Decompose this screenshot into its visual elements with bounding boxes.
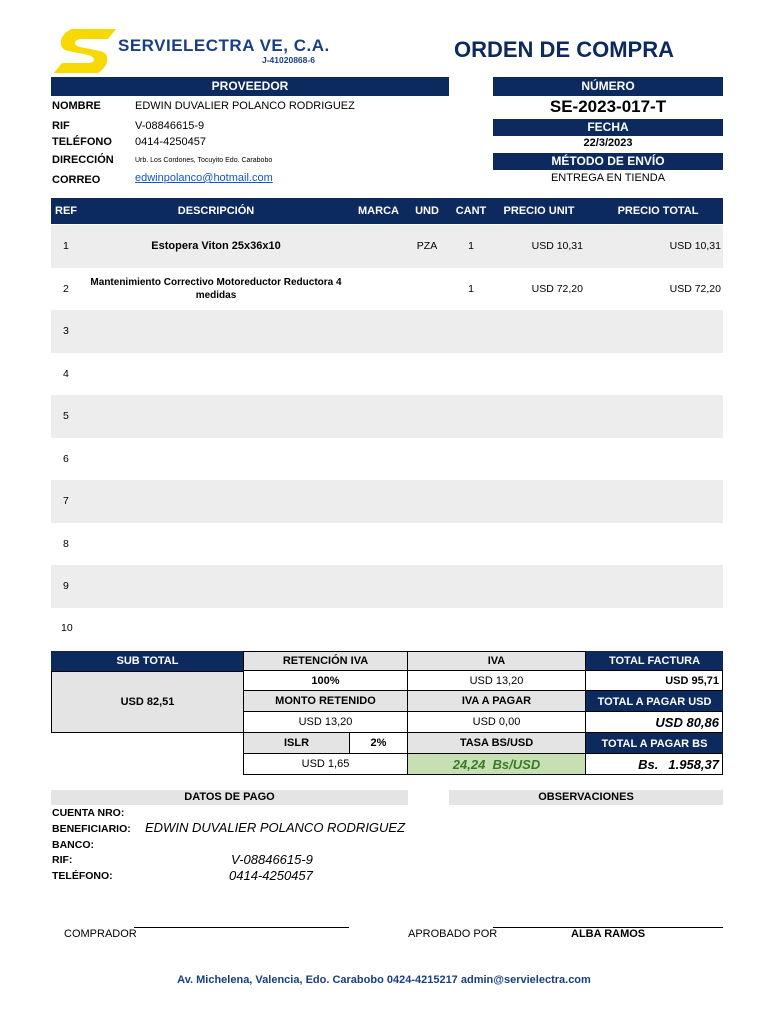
proveedor-correo-label: CORREO [52, 174, 101, 186]
row-descripcion: Estopera Viton 25x36x10 [151, 240, 281, 252]
row-ref: 4 [63, 368, 69, 380]
iva-pagar-header: IVA A PAGAR [407, 690, 586, 712]
iva-pagar-value: USD 0,00 [407, 711, 586, 733]
col-marca-header: MARCA [358, 205, 399, 217]
document-title: ORDEN DE COMPRA [454, 37, 675, 62]
row-ref: 1 [63, 240, 69, 252]
col-ref-header: REF [55, 205, 77, 217]
numero-value: SE-2023-017-T [549, 97, 667, 116]
company-rif: J-41020868-6 [262, 55, 315, 65]
proveedor-rif-label: RIF [52, 120, 70, 132]
proveedor-nombre-label: NOMBRE [52, 100, 101, 112]
islr-pct: 2% [349, 732, 408, 754]
rif-label: RIF: [52, 854, 73, 866]
row-ref: 8 [63, 538, 69, 550]
row-cant: 1 [468, 283, 474, 295]
items-table-header [51, 198, 723, 224]
telefono-value: 0414-4250457 [229, 868, 313, 883]
rif-value: V-08846615-9 [231, 852, 313, 867]
subtotal-value: USD 82,51 [51, 671, 244, 733]
fecha-header: FECHA [493, 119, 723, 136]
company-logo [52, 27, 118, 75]
footer-address: Av. Michelena, Valencia, Edo. Carabobo 0424-4215217 admin@servielectra.com [177, 974, 591, 986]
envio-header: MÉTODO DE ENVÍO [493, 153, 723, 170]
proveedor-nombre-value: EDWIN DUVALIER POLANCO RODRIGUEZ [135, 100, 355, 112]
total-factura-header: TOTAL FACTURA [586, 651, 723, 671]
proveedor-rif-value: V-08846615-9 [135, 120, 205, 132]
table-row [51, 480, 723, 523]
row-descripcion: Mantenimiento Correctivo Motoreductor Reductora 4 medidas [90, 277, 342, 301]
numero-header: NÚMERO [493, 77, 723, 96]
row-precio-total: USD 10,31 [669, 240, 721, 252]
table-row [51, 565, 723, 608]
row-precio-total: USD 72,20 [669, 283, 721, 295]
tasa-value-cell [407, 753, 586, 775]
col-und-header: UND [415, 205, 439, 217]
envio-value: ENTREGA EN TIENDA [550, 172, 666, 184]
cuenta-label: CUENTA NRO: [52, 807, 125, 819]
company-name: SERVIELECTRA VE, C.A. [118, 36, 330, 55]
row-ref: 6 [63, 453, 69, 465]
retencion-iva-pct: 100% [243, 670, 408, 691]
col-precio-total-header: PRECIO TOTAL [617, 205, 699, 217]
row-ref: 10 [61, 622, 73, 634]
total-bs-header: TOTAL A PAGAR BS [586, 733, 723, 754]
comprador-label: COMPRADOR [64, 928, 137, 940]
table-row [51, 608, 723, 648]
tasa-value: 24,24 Bs/USD [452, 756, 541, 772]
total-usd-header: TOTAL A PAGAR USD [586, 691, 723, 712]
col-descripcion-header: DESCRIPCIÓN [177, 205, 255, 217]
table-row [51, 310, 723, 353]
row-ref: 3 [63, 325, 69, 337]
telefono-label: TELÉFONO: [52, 870, 113, 882]
col-precio-unit-header: PRECIO UNIT [503, 205, 575, 217]
observaciones-header: OBSERVACIONES [449, 790, 723, 805]
total-bs-prefix: Bs. [638, 756, 659, 772]
tasa-header: TASA BS/USD [407, 732, 586, 754]
aprobado-value: ALBA RAMOS [571, 928, 646, 940]
banco-label: BANCO: [52, 839, 94, 851]
total-bs-cell [585, 753, 723, 775]
row-precio-unit: USD 72,20 [531, 283, 583, 295]
total-bs-value: 1.958,37 [668, 756, 719, 772]
total-usd-value: USD 80,86 [585, 711, 723, 733]
table-row [51, 353, 723, 396]
table-row [51, 268, 723, 311]
iva-value: USD 13,20 [407, 670, 586, 691]
subtotal-header: SUB TOTAL [51, 651, 244, 671]
row-ref: 5 [63, 410, 69, 422]
table-row [51, 225, 723, 268]
proveedor-header: PROVEEDOR [51, 77, 449, 96]
row-ref: 7 [63, 495, 69, 507]
monto-retenido-value: USD 13,20 [243, 711, 408, 733]
row-precio-unit: USD 10,31 [531, 240, 583, 252]
datos-pago-header: DATOS DE PAGO [51, 790, 408, 805]
islr-value: USD 1,65 [243, 753, 408, 775]
table-row [51, 395, 723, 438]
comprador-signature-line [134, 927, 349, 928]
table-row [51, 523, 723, 566]
row-ref: 9 [63, 580, 69, 592]
proveedor-telefono-label: TELÉFONO [52, 136, 112, 148]
row-und: PZA [416, 240, 438, 252]
table-row [51, 438, 723, 481]
fecha-value: 22/3/2023 [583, 137, 633, 149]
proveedor-telefono-value: 0414-4250457 [135, 136, 206, 148]
total-factura-value: USD 95,71 [585, 670, 723, 691]
row-ref: 2 [63, 283, 69, 295]
col-cant-header: CANT [455, 205, 487, 217]
proveedor-direccion-value: Urb. Los Cordones, Tocuyito Edo. Carabobo [135, 157, 273, 164]
lightning-logo-icon [52, 27, 118, 75]
islr-header: ISLR [243, 732, 350, 754]
beneficiario-value: EDWIN DUVALIER POLANCO RODRIGUEZ [145, 820, 406, 835]
proveedor-email-link[interactable]: edwinpolanco@hotmail.com [135, 172, 273, 184]
monto-retenido-header: MONTO RETENIDO [243, 690, 408, 712]
aprobado-label: APROBADO POR [408, 928, 498, 940]
iva-header: IVA [407, 651, 586, 671]
proveedor-direccion-label: DIRECCIÓN [52, 154, 114, 166]
beneficiario-label: BENEFICIARIO: [52, 823, 131, 835]
retencion-iva-header: RETENCIÓN IVA [243, 651, 408, 671]
row-cant: 1 [468, 240, 474, 252]
